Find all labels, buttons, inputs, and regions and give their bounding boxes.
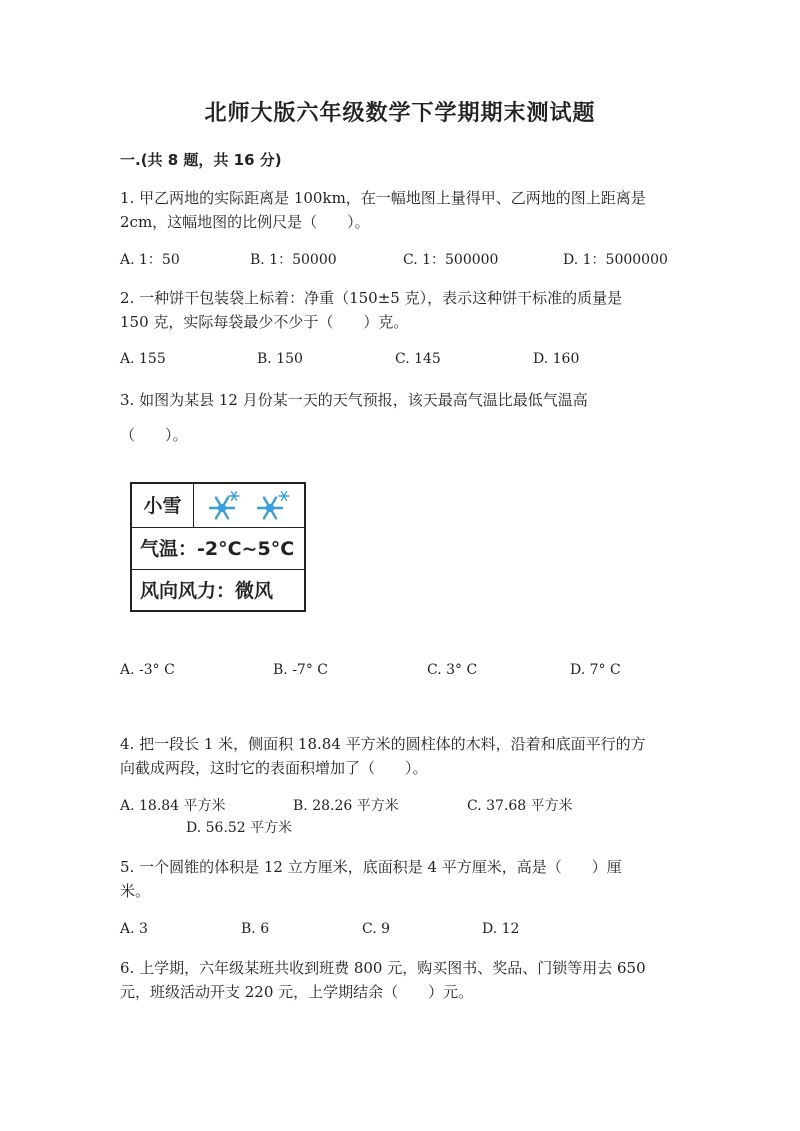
question-6-line-1: 6. 上学期，六年级某班共收到班费 800 元，购买图书、奖品、门锁等用去 650 xyxy=(120,959,646,977)
question-1-option-c: C. 1：500000 xyxy=(403,252,499,268)
snowflake-icons xyxy=(198,488,302,524)
question-3-option-b: B. -7° C xyxy=(273,662,328,678)
question-2-option-a: A. 155 xyxy=(120,351,166,367)
snowflake-small-icon xyxy=(229,492,239,501)
question-1-option-a: A. 1：50 xyxy=(120,252,180,268)
question-3-option-c: C. 3° C xyxy=(427,662,478,678)
question-5-option-a: A. 3 xyxy=(120,921,148,937)
question-5-option-d: D. 12 xyxy=(482,921,520,937)
question-4-option-a: A. 18.84 平方米 xyxy=(120,798,226,814)
question-5-option-b: B. 6 xyxy=(241,921,270,937)
question-3-option-d: D. 7° C xyxy=(570,662,621,678)
question-4-option-d: D. 56.52 平方米 xyxy=(186,820,293,836)
question-1-option-d: D. 1：5000000 xyxy=(563,252,668,268)
page-title: 北师大版六年级数学下学期期末测试题 xyxy=(204,101,596,126)
question-2-option-b: B. 150 xyxy=(257,351,303,367)
question-3-line-1: 3. 如图为某县 12 月份某一天的天气预报，该天最高气温比最低气温高 xyxy=(120,391,588,409)
weather-forecast-card xyxy=(130,482,306,612)
question-6-line-2: 元，班级活动开支 220 元，上学期结余（ ）元。 xyxy=(120,983,474,1001)
question-1-line-2: 2cm，这幅地图的比例尺是（ ）。 xyxy=(120,213,370,231)
question-4-line-2: 向截成两段，这时它的表面积增加了（ ）。 xyxy=(120,759,428,777)
weather-temperature: 气温：-2°C~5°C xyxy=(140,538,295,560)
question-1-option-b: B. 1：50000 xyxy=(250,252,337,268)
weather-condition-row xyxy=(132,484,304,528)
question-3-line-2: （ ）。 xyxy=(120,426,188,444)
question-2-line-2: 150 克，实际每袋最少不少于（ ）克。 xyxy=(120,313,409,331)
snowflake-icon xyxy=(210,498,234,519)
weather-temperature-row xyxy=(132,528,304,570)
question-1-line-1: 1. 甲乙两地的实际距离是 100km，在一幅地图上量得甲、乙两地的图上距离是 xyxy=(120,189,646,207)
section-heading: 一.(共 8 题，共 16 分) xyxy=(120,151,282,169)
question-4-line-1: 4. 把一段长 1 米，侧面积 18.84 平方米的圆柱体的木料，沿着和底面平行的方 xyxy=(120,735,646,753)
question-5-option-c: C. 9 xyxy=(362,921,391,937)
question-2-option-d: D. 160 xyxy=(533,351,580,367)
weather-wind-row xyxy=(132,570,304,610)
question-5-line-1: 5. 一个圆锥的体积是 12 立方厘米，底面积是 4 平方厘米，高是（ ）厘 xyxy=(120,858,622,876)
question-5-line-2: 米。 xyxy=(120,882,151,900)
question-4-option-b: B. 28.26 平方米 xyxy=(293,798,399,814)
question-2-line-1: 2. 一种饼干包装袋上标着：净重（150±5 克），表示这种饼干标准的质量是 xyxy=(120,289,623,307)
snowflake-icon-group xyxy=(198,488,302,524)
question-2-option-c: C. 145 xyxy=(395,351,441,367)
weather-wind: 风向风力：微风 xyxy=(140,580,274,602)
weather-condition-label: 小雪 xyxy=(132,484,194,528)
question-3-option-a: A. -3° C xyxy=(120,662,175,678)
snowflake-small-icon xyxy=(279,492,289,501)
snowflake-icon xyxy=(258,498,282,519)
question-4-option-c: C. 37.68 平方米 xyxy=(467,798,573,814)
